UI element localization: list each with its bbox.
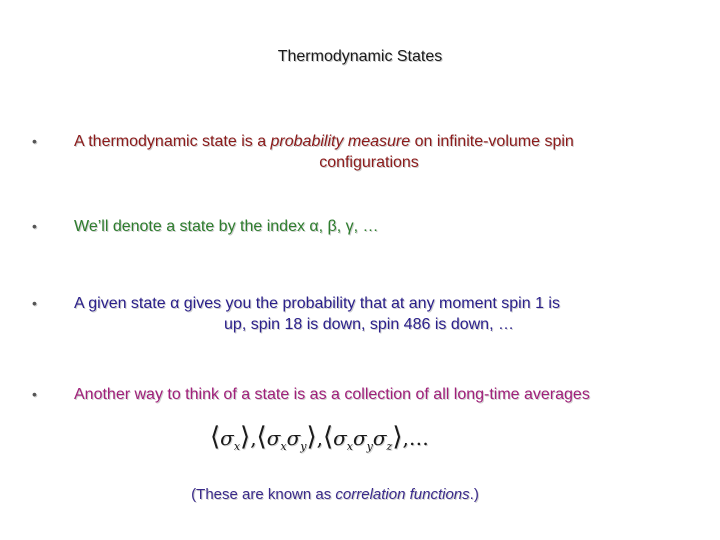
bullet-1-line2: configurations [319,154,419,171]
sigma-subscript: x [280,440,287,453]
bullet-3-line2: up, spin 18 is down, spin 486 is down, … [224,316,514,333]
bullet-text-4: Another way to think of a state is as a collection of all long-time averages [74,386,590,403]
note-emphasis: correlation functions [335,486,470,503]
note-after: .) [469,486,479,503]
right-angle-bracket: ⟩ [306,422,317,452]
bullet-text-1 [74,131,674,173]
formula-separator: , [402,426,409,450]
note-before: (These are known as [191,486,336,503]
correlation-term [256,422,317,453]
formula-body [210,422,429,453]
bullet-3-line1: A given state α gives you the probability that at any moment spin 1 is [74,295,560,312]
sigma-symbol: $\sigma_z$ [372,426,393,453]
bullet-icon: • [32,295,37,311]
right-angle-bracket: ⟩ [392,422,403,452]
sigma-subscript: x [233,440,241,453]
formula-ellipsis: … [408,426,429,450]
sigma-subscript: y [366,440,373,453]
left-angle-bracket: ⟨ [322,422,334,452]
right-angle-bracket: ⟩ [240,422,251,452]
sigma-symbol: $\sigma_x$ [220,426,241,453]
bullet-1-text-after: on infinite-volume spin [410,133,574,150]
sigma-symbol: $\sigma_y$ [286,426,307,453]
correlation-term [210,422,251,453]
bullet-1-text-before: A thermodynamic state is a [74,133,271,150]
correlation-term [322,422,403,453]
sigma-symbol: $\sigma_x$ [266,426,287,453]
correlation-formula [210,422,460,464]
bullet-icon: • [32,386,37,402]
bullet-icon: • [32,133,37,149]
bullet-1-emphasis: probability measure [270,133,411,150]
left-angle-bracket: ⟨ [210,422,221,452]
formula-separator: , [250,426,257,450]
bullet-icon: • [32,218,37,234]
slide-title: Thermodynamic States [277,48,443,65]
sigma-subscript: z [386,440,393,453]
correlation-note [0,486,670,503]
bullet-text-3 [74,293,674,335]
sigma-subscript: y [300,440,307,453]
sigma-symbol: $\sigma_y$ [353,426,373,453]
bullet-text-2: We’ll denote a state by the index α, β, γ, … [74,218,379,235]
formula-separator: , [316,426,323,450]
sigma-subscript: x [346,440,353,453]
sigma-symbol: $\sigma_x$ [333,426,353,453]
left-angle-bracket: ⟨ [256,422,267,452]
